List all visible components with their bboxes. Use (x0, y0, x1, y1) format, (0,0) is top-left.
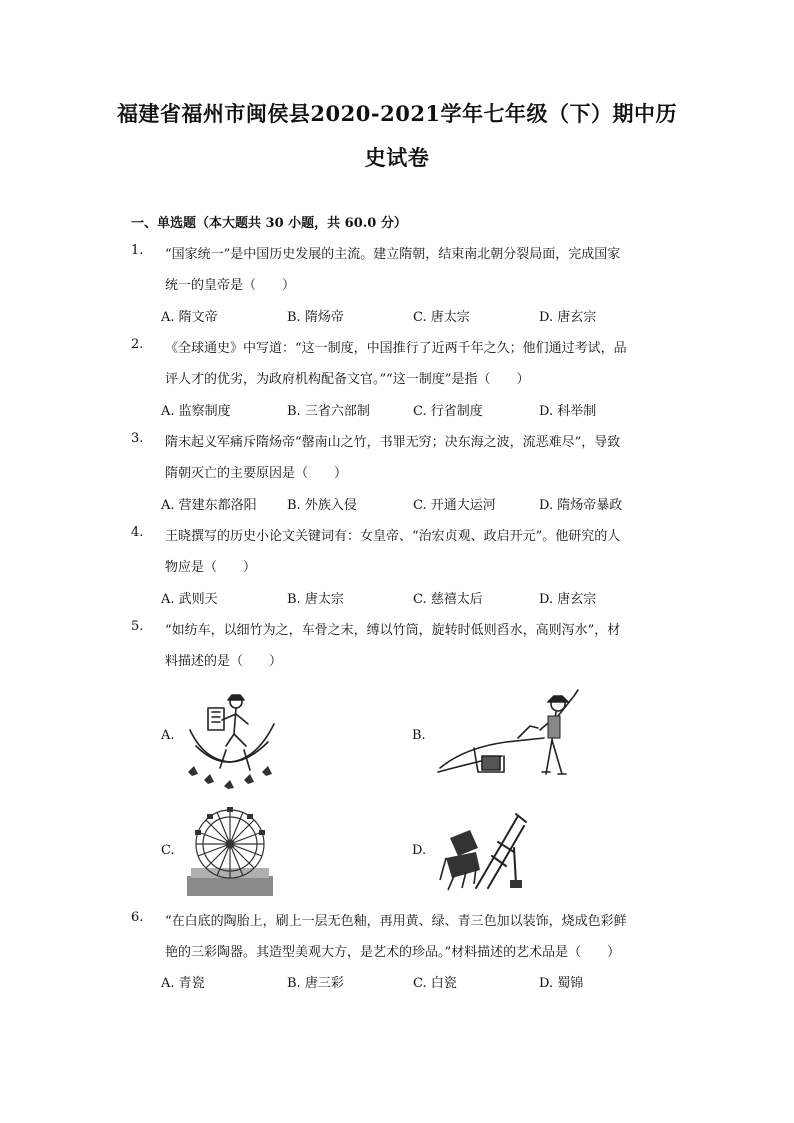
page-title-line-1: 福建省福州市闽侯县2020-2021学年七年级（下）期中历 (116, 101, 678, 126)
option-a[interactable]: A. 青瓷 (161, 976, 205, 991)
option-b[interactable]: B. 三省六部制 (287, 404, 370, 419)
option-a[interactable]: A. 隋文帝 (161, 310, 218, 325)
option-c[interactable]: C. 白瓷 (413, 976, 457, 991)
option-b[interactable]: B. 外族入侵 (287, 498, 357, 513)
option-d[interactable]: D. 唐玄宗 (539, 310, 597, 325)
question-number: 5. (131, 619, 144, 634)
question-text: 料描述的是（ ） (165, 654, 283, 669)
option-a[interactable]: A. 武则天 (161, 592, 218, 607)
option-c-label[interactable]: C. (161, 843, 175, 858)
question-text: 隋末起义军痛斥隋炀帝“罄南山之竹，书罪无穷；决东海之波，流恶难尽”，导致 (165, 435, 621, 450)
water-wheel-image[interactable] (187, 802, 273, 896)
option-b[interactable]: B. 隋炀帝 (287, 310, 344, 325)
option-b[interactable]: B. 唐太宗 (287, 592, 344, 607)
option-d[interactable]: D. 唐玄宗 (539, 592, 597, 607)
question-text: 统一的皇帝是（ ） (165, 278, 296, 293)
option-c[interactable]: C. 开通大运河 (413, 498, 496, 513)
question-text: “国家统一”是中国历史发展的主流。建立隋朝，结束南北朝分裂局面，完成国家 (165, 247, 621, 262)
option-b-label[interactable]: B. (412, 728, 426, 743)
page-title-line-2: 史试卷 (364, 145, 430, 170)
treadle-pump-image[interactable] (182, 690, 280, 790)
option-b[interactable]: B. 唐三彩 (287, 976, 344, 991)
question-number: 3. (131, 431, 144, 446)
question-number: 1. (131, 243, 144, 258)
section-heading: 一、单选题（本大题共 30 小题，共 60.0 分） (131, 216, 407, 231)
question-number: 6. (131, 910, 144, 925)
question-text: “如纺车，以细竹为之，车骨之末，缚以竹筒，旋转时低则舀水，高则泻水”，材 (165, 623, 621, 638)
question-text: 评人才的优劣，为政府机构配备文官。”“这一制度”是指（ ） (165, 372, 530, 387)
question-text: 《全球通史》中写道：“这一制度，中国推行了近两千年之久；他们通过考试，品 (165, 341, 627, 356)
question-text: 隋朝灭亡的主要原因是（ ） (165, 466, 348, 481)
question-number: 2. (131, 337, 144, 352)
option-a-label[interactable]: A. (161, 728, 175, 743)
option-d[interactable]: D. 隋炀帝暴政 (539, 498, 623, 513)
question-text: 物应是（ ） (165, 560, 257, 575)
question-text: “在白底的陶胎上，刷上一层无色釉，再用黄、绿、青三色加以装饰，烧成色彩鲜 (165, 914, 627, 929)
option-a[interactable]: A. 监察制度 (161, 404, 231, 419)
question-number: 4. (131, 525, 144, 540)
question-text: 艳的三彩陶器。其造型美观大方，是艺术的珍品。”材料描述的艺术品是（ ） (165, 945, 621, 960)
question-text: 王晓撰写的历史小论文关键词有：女皇帝、“治宏贞观、政启开元”。他研究的人 (165, 529, 621, 544)
plough-image[interactable] (434, 686, 582, 782)
option-d[interactable]: D. 蜀锦 (539, 976, 584, 991)
option-d-label[interactable]: D. (412, 843, 427, 858)
option-c[interactable]: C. 慈禧太后 (413, 592, 483, 607)
option-d[interactable]: D. 科举制 (539, 404, 597, 419)
option-c[interactable]: C. 行省制度 (413, 404, 483, 419)
option-c[interactable]: C. 唐太宗 (413, 310, 470, 325)
option-a[interactable]: A. 营建东都洛阳 (161, 498, 257, 513)
wooden-machine-image[interactable] (436, 808, 528, 892)
